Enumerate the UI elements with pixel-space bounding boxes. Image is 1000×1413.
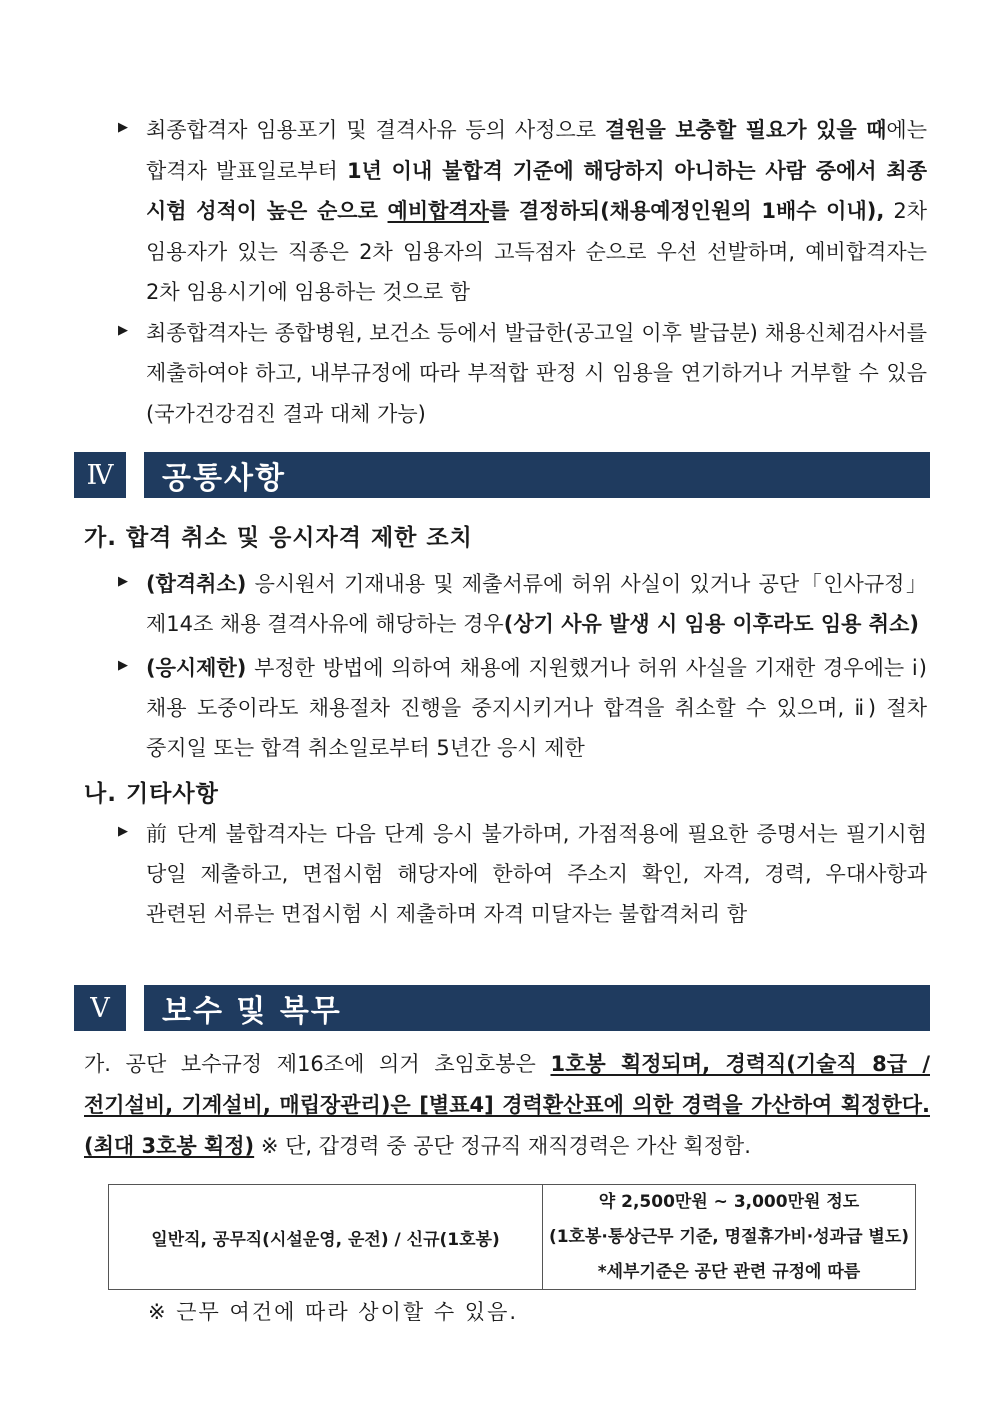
text-segment: 예비합격자 [387,199,489,223]
list-item [112,564,927,644]
bullet-triangle-icon: ▶ [118,322,128,338]
text-segment: 2차 임용자가 있는 직종은 2차 임용자의 고득점자 순으로 우선 선발하며, 예비합격자는 2차 임용시기에 임용하는 것으로 함 [146,199,928,304]
salary-line: 약 2,500만원 ~ 3,000만원 정도 [598,1191,860,1212]
section-number: Ⅴ [74,985,126,1031]
list-item [112,110,927,313]
text-segment: 前 단계 불합격자는 다음 단계 응시 불가하며, 가점적용에 필요한 증명서는 필기시험 당일 제출하고, 면접시험 해당자에 한하여 주소지 확인, 자격, 경력, 우대사항과 관련된 서류는 면접시험 시 제출하며 자격 미달자는 불합격처리 함 [146,822,927,926]
text-segment: 에는 합격자 발표일로부터 [146,118,927,183]
bullet-triangle-icon: ▶ [118,574,128,589]
bullet-triangle-icon: ▶ [118,120,128,135]
section-header-4 [74,452,930,498]
bullet-list-part3 [112,110,927,434]
salary-table [108,1184,916,1290]
salary-line: *세부기준은 공단 관련 규정에 따름 [597,1261,861,1282]
table-cell-salary [543,1185,915,1289]
bullet-text [146,313,927,435]
text-segment: (합격취소) [146,572,247,596]
footnote: ※ 근무 여건에 따라 상이할 수 있음. [148,1300,519,1324]
text-segment: (응시제한) [146,656,247,680]
subheading-b: 나. 기타사항 [84,781,219,807]
text-segment: 가. 공단 보수규정 제16조에 의거 초임호봉은 [84,1052,551,1076]
paragraph-text [84,1044,930,1167]
bullet-triangle-icon: ▶ [118,658,128,673]
bullet-text [146,648,927,768]
text-segment: 1년 이내 불합격 기준에 해당하지 아니하는 사람 중에서 최종 시험 성적이 높은 순으로 [146,158,927,223]
table-cell-category: 일반직, 공무직(시설운영, 운전) / 신규(1호봉) [109,1185,543,1289]
bullet-list-4a [112,564,927,768]
section-number: Ⅳ [74,452,126,498]
bullet-triangle-icon: ▶ [118,824,128,839]
bullet-list-4b [112,814,927,934]
bullet-text [146,564,927,644]
subheading-a: 가. 합격 취소 및 응시자격 제한 조치 [84,525,473,551]
text-segment: 1호봉 획정되며, 경력직(기술직 8급 / 전기설비, 기계설비, 매립장관리)은 [별표4] 경력환산표에 의한 경력을 가산하여 획정한다. (최대 3호봉 획정) [84,1052,930,1158]
text-segment: 부정한 방법에 의하여 채용에 지원했거나 허위 사실을 기재한 경우에는 ⅰ) 채용 도중이라도 채용절차 진행을 중지시키거나 합격을 취소할 수 있으며, ⅱ) 절차 중지일 또는 합격 취소일로부터 5년간 응시 제한 [146,656,927,760]
bullet-text [146,814,927,934]
text-segment: 를 결정하되(채용예정인원의 1배수 이내), [488,199,885,223]
section-title: 공통사항 [144,452,930,498]
list-item [112,648,927,768]
section-title: 보수 및 복무 [144,985,930,1031]
text-segment: 응시원서 기재내용 및 제출서류에 허위 사실이 있거나 공단「인사규정」 제14조 채용 결격사유에 해당하는 경우 [146,572,927,636]
section-header-5 [74,985,930,1031]
salary-paragraph [84,1044,930,1167]
list-item [112,814,927,934]
salary-line: (1호봉·통상근무 기준, 명절휴가비·성과급 별도) [548,1226,910,1247]
text-segment: 최종합격자 임용포기 및 결격사유 등의 사정으로 [146,118,605,142]
text-segment: 최종합격자는 종합병원, 보건소 등에서 발급한(공고일 이후 발급분) 채용신체검사서를 제출하여야 하고, 내부규정에 따라 부적합 판정 시 임용을 연기하거나 거부할 수 있음(국가건강검진 결과 대체 가능) [146,320,927,426]
list-item [112,313,927,435]
bullet-text [146,110,927,313]
text-segment: (상기 사유 발생 시 임용 이후라도 임용 취소) [503,612,919,636]
text-segment: ※ 단, 갑경력 중 공단 정규직 재직경력은 가산 획정함. [254,1134,751,1158]
text-segment: 결원을 보충할 필요가 있을 때 [604,118,887,142]
